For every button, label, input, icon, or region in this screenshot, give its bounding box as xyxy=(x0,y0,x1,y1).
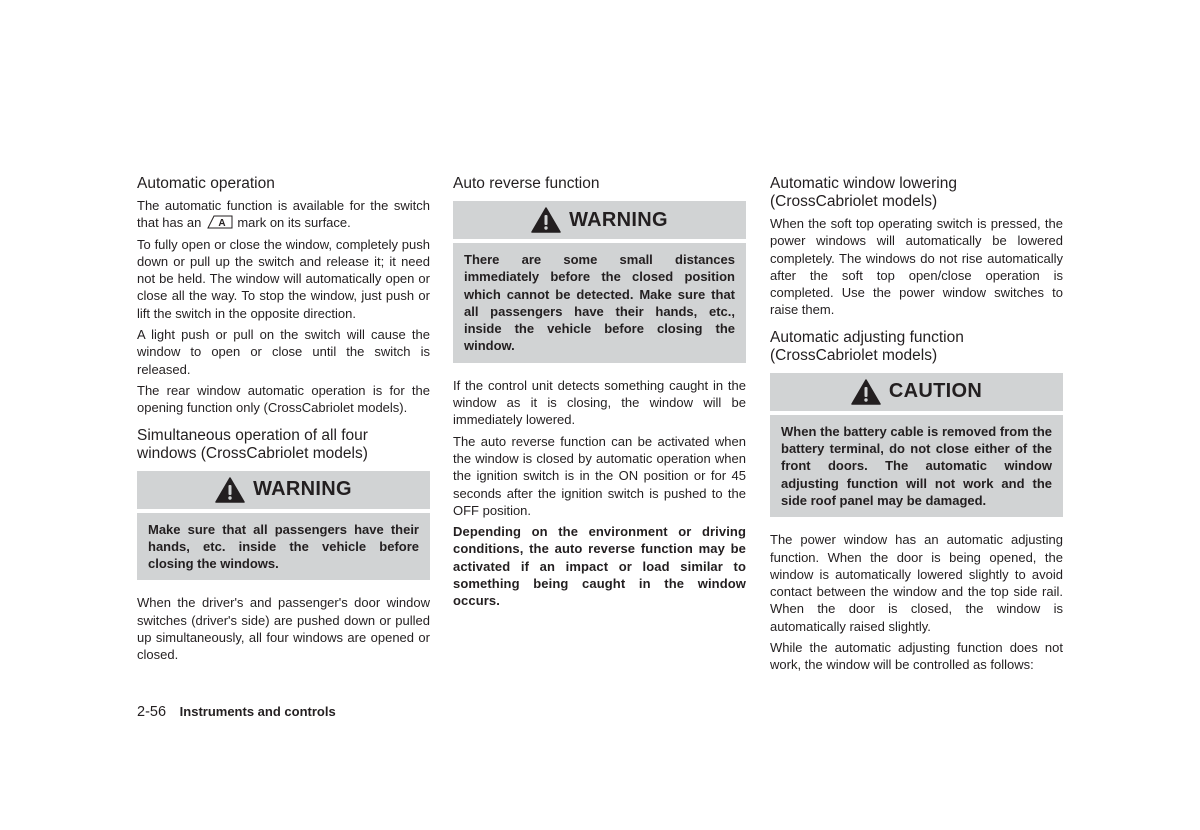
warning-title: WARNING xyxy=(253,478,352,501)
paragraph-power-window-adjusting: The power window has an automatic adjusting function. When the door is being opened, the window is automatically lowered slightly to avoid contact between the window and the top side rail. When the door is closed, the window is automatically raised slightly. xyxy=(770,532,1063,634)
caution-title: CAUTION xyxy=(888,380,983,403)
paragraph-text: mark on its surface. xyxy=(237,215,351,231)
warning-text: There are some small distances immediately before the closed position which cannot be detected. Make sure that all passengers have their hands, etc., inside the vehicle before closing the window. xyxy=(453,243,746,363)
warning-box xyxy=(453,201,746,363)
heading-auto-reverse: Auto reverse function xyxy=(453,175,600,192)
paragraph-soft-top: When the soft top operating switch is pressed, the power windows will automatically be lowered completely. The windows do not rise automatically after the soft top open/close operation is completed. Use the power window switches to raise them. xyxy=(770,216,1063,318)
paragraph-light-push: A light push or pull on the switch will cause the window to open or close until the switch is released. xyxy=(137,327,430,377)
paragraph-auto-function xyxy=(137,197,430,232)
page-footer xyxy=(137,704,336,720)
warning-triangle-icon xyxy=(215,477,245,503)
caution-text: When the battery cable is removed from the battery terminal, do not close either of the front doors. The automatic window adjusting function will not work and the side roof panel may be damaged. xyxy=(770,415,1063,517)
paragraph-text: The automatic function is available for the switch that has an xyxy=(137,198,430,231)
warning-box xyxy=(137,471,430,581)
paragraph-activated-when: The auto reverse function can be activated when the window is closed by automatic operation when the ignition switch is in the ON position or for 45 seconds after the ignition switch is pushed to the OFF position. xyxy=(453,433,746,518)
section-title: Instruments and controls xyxy=(179,704,336,719)
heading-automatic-operation: Automatic operation xyxy=(137,175,275,192)
page-number: 2-56 xyxy=(137,704,167,720)
warning-triangle-icon xyxy=(531,207,561,233)
paragraph-controlled-as-follows: While the automatic adjusting function does not work, the window will be controlled as follows: xyxy=(770,640,1063,673)
warning-text: Make sure that all passengers have their hands, etc. inside the vehicle before closing the windows. xyxy=(137,513,430,581)
paragraph-fully-open: To fully open or close the window, completely push down or pull up the switch and release it; it need not be held. The window will automatically open or close all the way. To stop the window, just push or lift the switch in the opposite direction. xyxy=(137,236,430,321)
warning-header xyxy=(453,201,746,239)
auto-mark-letter: A xyxy=(218,218,226,230)
column-2 xyxy=(453,175,746,614)
paragraph-control-unit: If the control unit detects something caught in the window as it is closing, the window will be immediately lowered. xyxy=(453,377,746,428)
caution-box xyxy=(770,373,1063,517)
warning-header xyxy=(137,471,430,509)
column-1 xyxy=(137,175,430,668)
warning-title: WARNING xyxy=(569,208,668,231)
paragraph-rear-window: The rear window automatic operation is for the opening function only (CrossCabriolet models). xyxy=(137,382,430,416)
paragraph-all-four-windows: When the driver's and passenger's door window switches (driver's side) are pushed down or pulled up simultaneously, all four windows are opened or closed. xyxy=(137,595,430,663)
heading-automatic-adjusting: Automatic adjusting function (CrossCabriolet models) xyxy=(770,328,964,364)
heading-automatic-window-lowering: Automatic window lowering (CrossCabriolet models) xyxy=(770,175,957,210)
auto-switch-mark-icon xyxy=(207,215,233,229)
heading-simultaneous-operation: Simultaneous operation of all four windows (CrossCabriolet models) xyxy=(137,426,368,462)
paragraph-environment-note: Depending on the environment or driving conditions, the auto reverse function may be activated if an impact or load similar to something being caught in the window occurs. xyxy=(453,524,746,609)
caution-header xyxy=(770,373,1063,411)
column-3 xyxy=(770,175,1063,678)
warning-triangle-icon xyxy=(851,379,881,405)
